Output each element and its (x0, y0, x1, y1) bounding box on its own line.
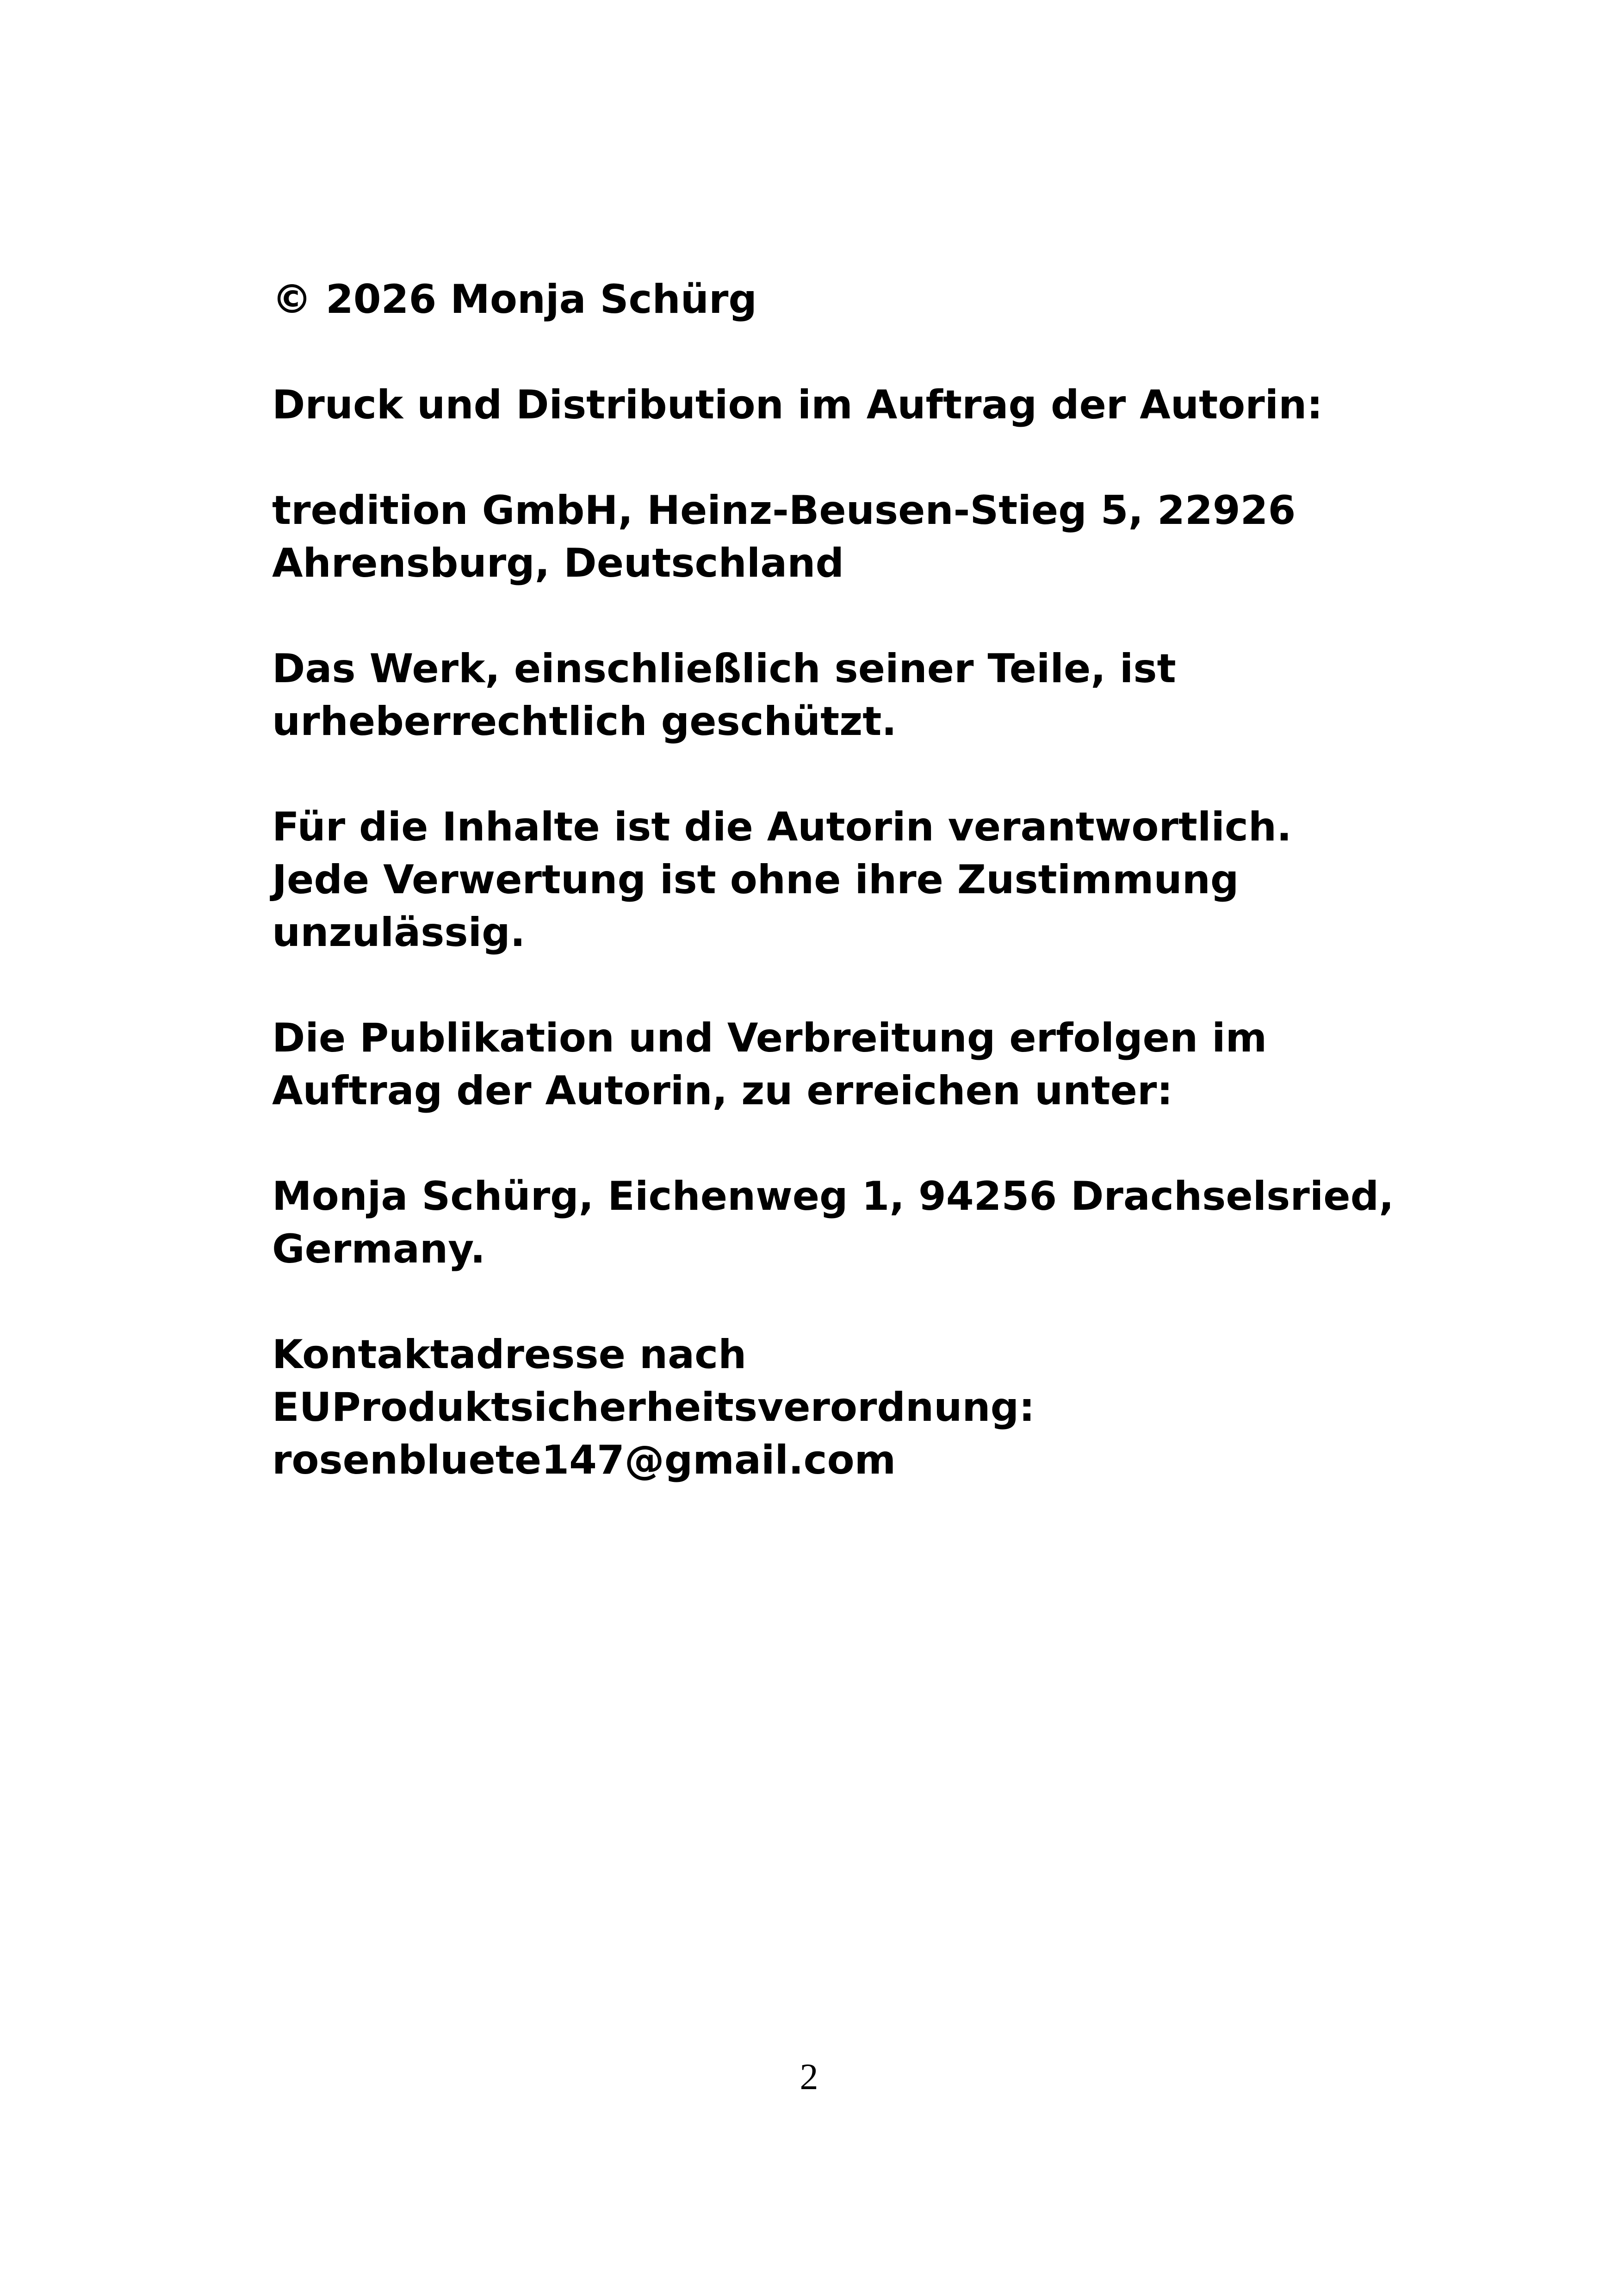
text-line: urheberrechtlich geschützt. (272, 698, 897, 745)
text-line: Auftrag der Autorin, zu erreichen unter: (272, 1068, 1173, 1114)
text-line: Monja Schürg, Eichenweg 1, 94256 Drachselsried, (272, 1173, 1394, 1220)
printing-notice (272, 379, 1382, 431)
text-line: tredition GmbH, Heinz-Beusen-Stieg 5, 22926 (272, 487, 1296, 534)
text-line: Das Werk, einschließlich seiner Teile, ist (272, 646, 1176, 692)
contact-email: rosenbluete147@gmail.com (272, 1437, 896, 1483)
text-line: unzulässig. (272, 909, 526, 956)
page-number: 2 (800, 2057, 818, 2097)
text-line: Für die Inhalte ist die Autorin verantwortlich. (272, 804, 1292, 850)
text-line: Jede Verwertung ist ohne ihre Zustimmung (272, 857, 1239, 903)
text-line: Germany. (272, 1226, 486, 1272)
text-line: Die Publikation und Verbreitung erfolgen im (272, 1015, 1267, 1061)
imprint-text (272, 273, 1394, 1539)
responsibility-notice (272, 801, 1382, 959)
text-line: © 2026 Monja Schürg (272, 276, 757, 323)
publication-notice (272, 1012, 1382, 1117)
text-line: EUProduktsicherheitsverordnung: (272, 1384, 1035, 1431)
text-line: Druck und Distribution im Auftrag der Autorin: (272, 382, 1323, 428)
copyright-protection-notice (272, 642, 1382, 748)
text-line: Kontaktadresse nach (272, 1332, 747, 1378)
contact-notice (272, 1328, 1382, 1487)
text-line: Ahrensburg, Deutschland (272, 540, 844, 586)
author-address (272, 1170, 1394, 1276)
publisher-address (272, 484, 1382, 590)
copyright-notice (272, 273, 1382, 326)
